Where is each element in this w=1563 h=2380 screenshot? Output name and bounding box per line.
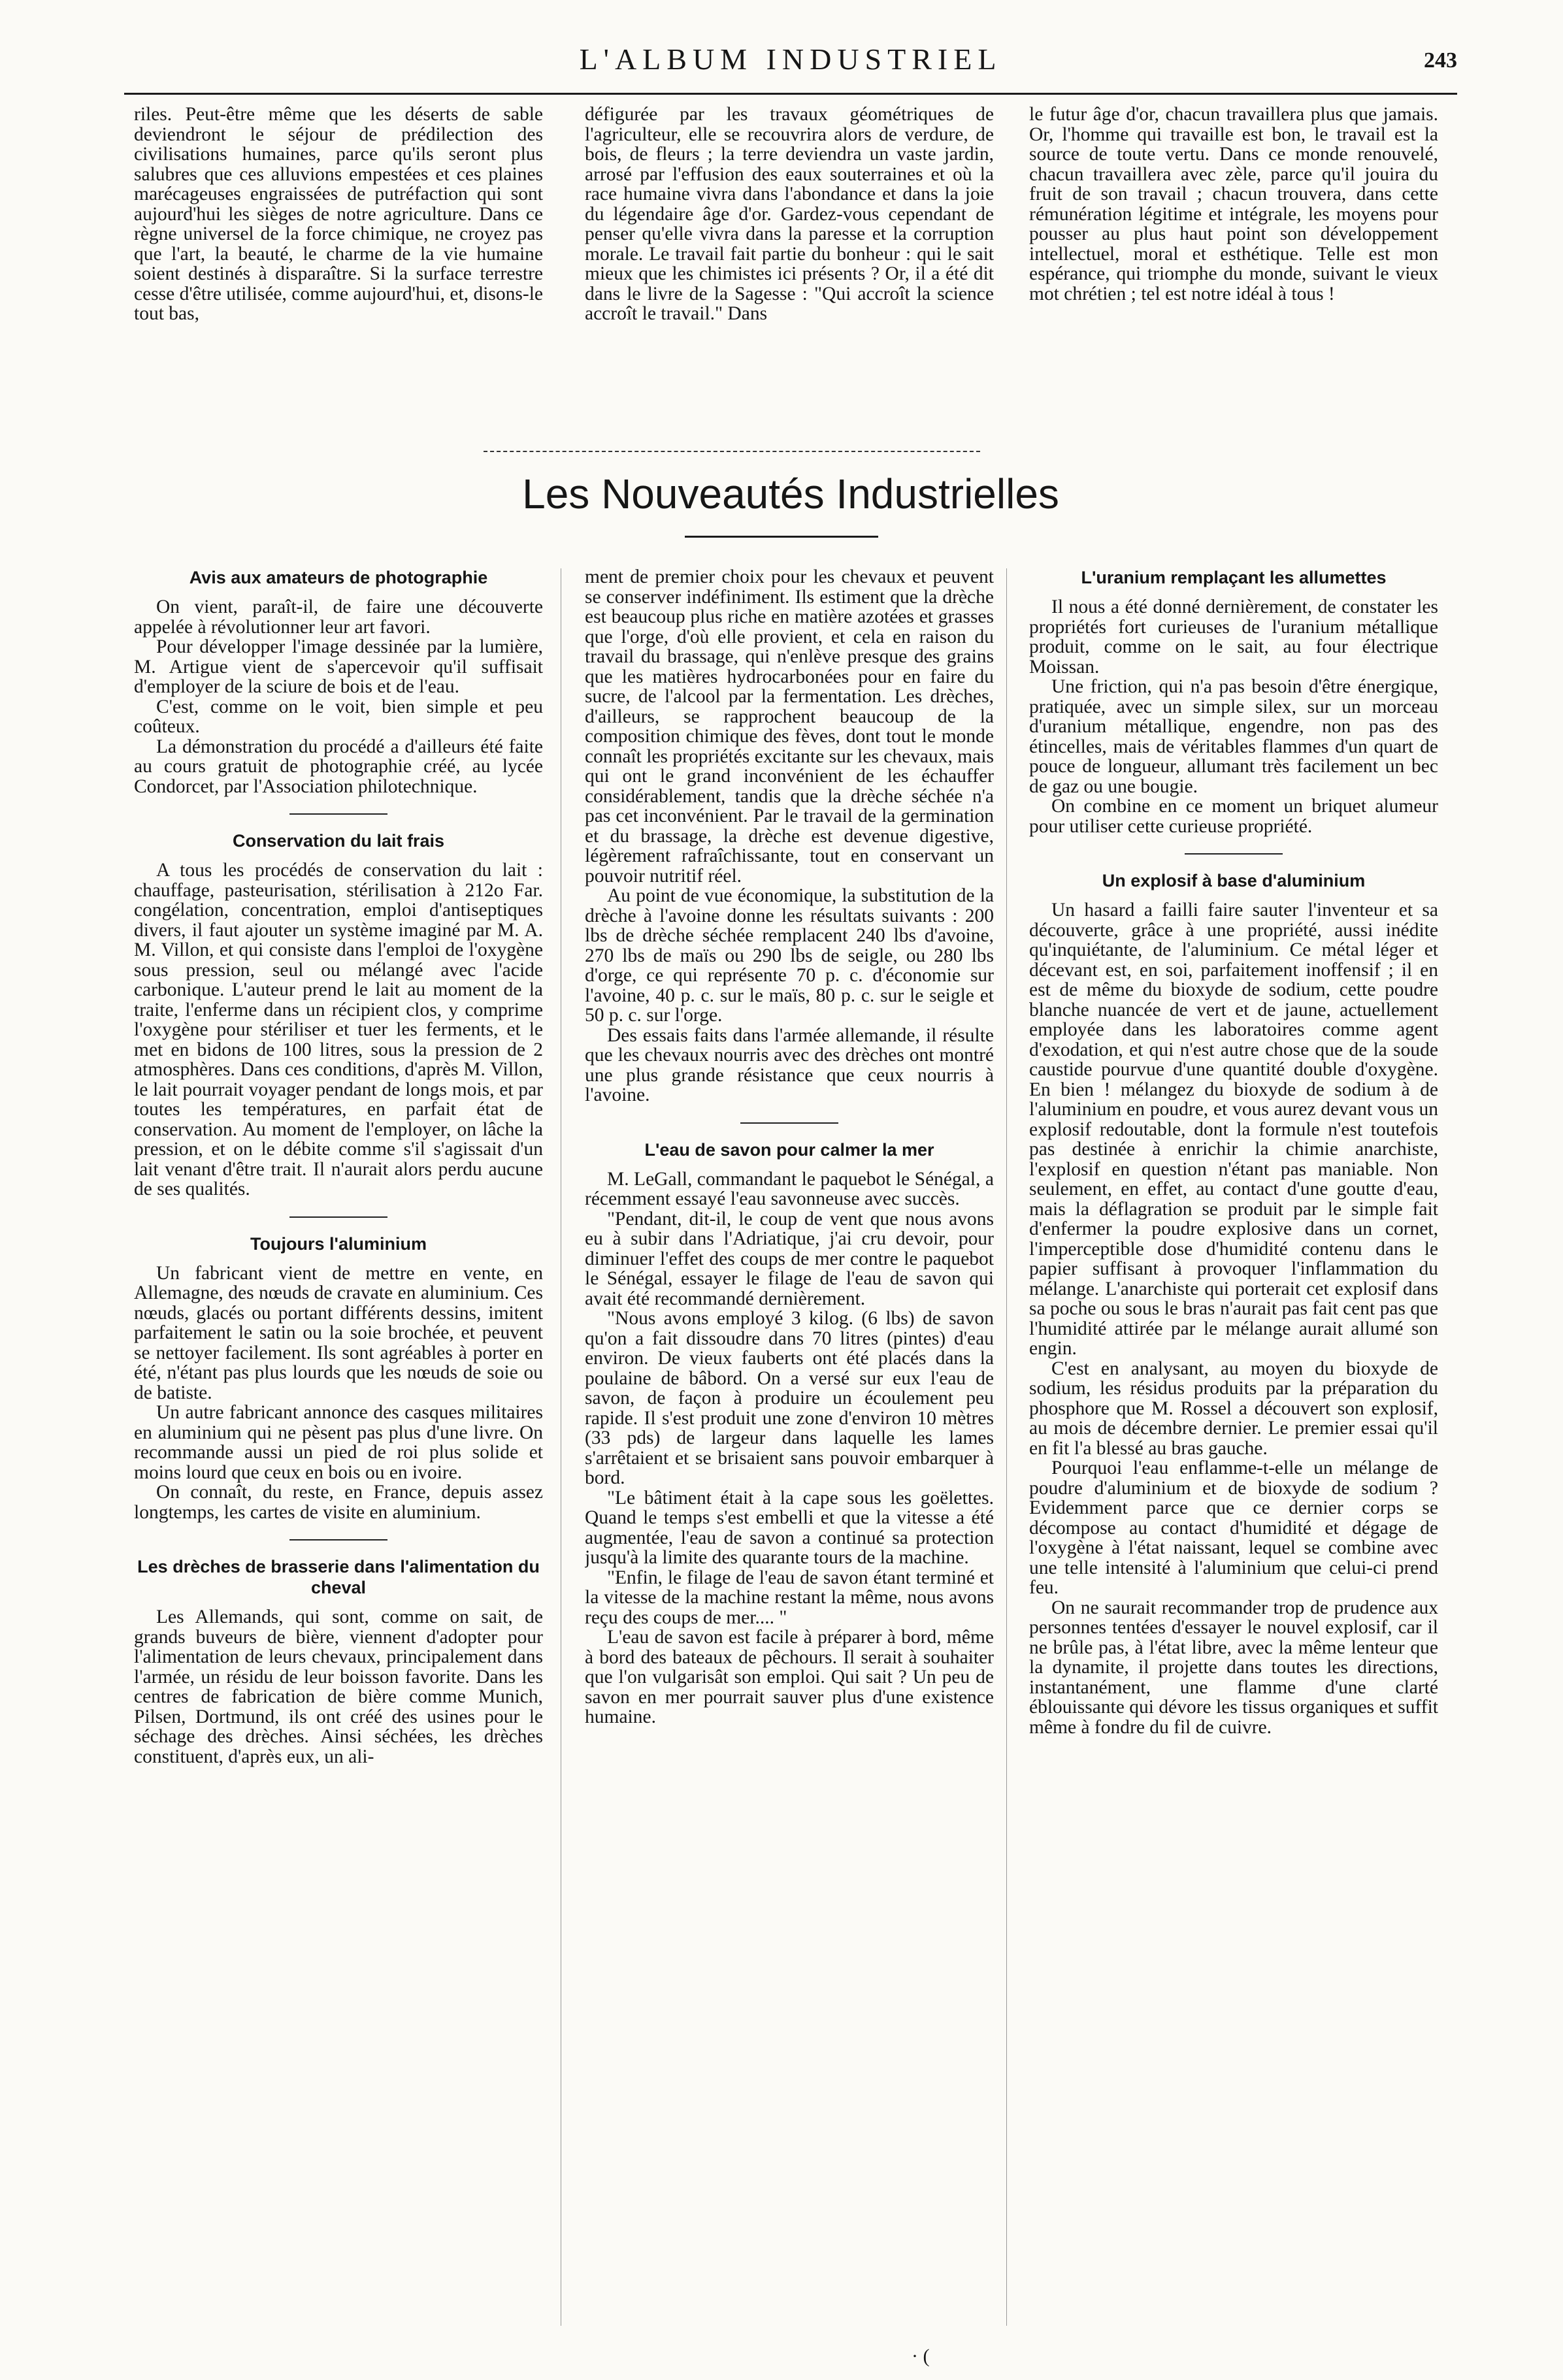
article-paragraph: ment de premier choix pour les chevaux et peuvent se conserver indéfiniment. Ils estiment que la drèche est beaucoup plus riche en matière azotées et grasses que l'orge, d'où elle provient, et cela en raison du travail du brassage, qui n'enlève presque des grains que les matières hydrocarbonées pour en faire du sucre, de l'alcool par la fermentation. Les drèches, d'ailleurs, se rapprochent beaucoup de la composition chimique des fèves, dont tout le monde connaît les propriétés excitante sur les chevaux, mais qui ont le grand inconvénient de les échauffer considérablement, tandis que la drèche séchée n'a pas cet inconvénient. Par le travail de la germination et du brassage, la drèche est devenue digestive, légèrement rafraîchissante, tout en conservant un pouvoir nutritif réel. xyxy=(585,567,994,887)
section-title: Les Nouveautés Industrielles xyxy=(522,470,1059,517)
main-column-2 xyxy=(585,567,994,2331)
article-title-savon: L'eau de savon pour calmer la mer xyxy=(644,1139,934,1160)
article-paragraph: "Enfin, le filage de l'eau de savon étant terminé et la vitesse de la machine restant la même, nous avons reçu des coups de mer.... " xyxy=(585,1567,994,1628)
page-number: 243 xyxy=(1424,48,1457,73)
article-paragraph: "Le bâtiment était à la cape sous les goëlettes. Quand le temps s'est embelli et que la vitesse a été augmentée, l'eau de savon a continué sa protection jusqu'à la limite des quarante tours de la machine. xyxy=(585,1487,994,1568)
article-paragraph: A tous les procédés de conservation du lait : chauffage, pasteurisation, stérilisation à 212o Far. congélation, concentration, emploi d'antiseptiques divers, il faut ajouter un système imaginé par M. A. M. Villon, et qui consiste dans l'emploi de l'oxygène sous pression, seul ou mélangé avec l'acide carbonique. L'auteur prend le lait au moment de la traite, l'enferme dans un récipient clos, y comprime l'oxygène pour stériliser et tuer les ferments, et le met en bidons de 100 litres, sous la pression de 2 atmosphères. Dans ces conditions, d'après M. Villon, le lait pourrait voyager pendant de longs mois, et par toutes les températures, en parfait état de conservation. Au moment de l'employer, on lâche la pression, et on le débite comme s'il s'agissait d'un lait venant d'être trait. Il n'aurait alors perdu aucune de ses qualités. xyxy=(134,860,543,1199)
running-head xyxy=(124,41,1457,86)
article-paragraph: On combine en ce moment un briquet alumeur pour utiliser cette curieuse propriété. xyxy=(1029,796,1438,837)
article-paragraph: "Pendant, dit-il, le coup de vent que nous avons eu à subir dans l'Adriatique, j'ai cru devoir, pour diminuer l'effet des coups de mer contre le paquebot le Sénégal, essayer le filage de l'eau de savon qui avait été recommandé dernièrement. xyxy=(585,1208,994,1309)
article-paragraph: Pour développer l'image dessinée par la lumière, M. Artigue vient de s'apercevoir qu'il suffisait d'employer de la sciure de bois et de l'eau. xyxy=(134,636,543,697)
article-paragraph: Au point de vue économique, la substitution de la drèche à l'avoine donne les résultats suivants : 200 lbs de drèche séchée remplacent 240 lbs d'avoine, 270 lbs de maïs ou 290 lbs de seigle, ou 280 lbs d'orge, ce qui représente 70 p. c. d'économie sur l'avoine, 40 p. c. sur le maïs, 80 p. c. sur le seigle et 50 p. c. sur l'orge. xyxy=(585,885,994,1026)
article-paragraph: C'est en analysant, au moyen du bioxyde de sodium, les résidus produits par la préparation du phosphore que M. Rossel a découvert son explosif, au mois de décembre dernier. Le premier essai qu'il en fit l'a blessé au bras gauche. xyxy=(1029,1358,1438,1459)
article-paragraph: Un hasard a failli faire sauter l'inventeur et sa découverte, grâce à une propriété, aussi inédite qu'inquiétante, de l'aluminium. Ce métal léger et décevant est, en soi, parfaitement inoffensif ; il en est de même du bioxyde de sodium, cette poudre blanche nuancée de vert et de jaune, actuellement employée dans les laboratoires comme agent d'exodation, et qui n'est autre chose que de la soude caustide pourvue d'une quantité double d'oxygène. En bien ! mélangez du bioxyde de sodium à de l'aluminium en poudre, et vous aurez devant vous un explosif redoutable, dont la formule n'est toutefois pas destinée à enrichir la chimie anarchiste, l'explosif en question n'étant pas maniable. Non seulement, en effet, au contact d'une goutte d'eau, mais la déflagration se produit par le simple fait d'enfermer la poudre explosive dans un cornet, l'imperceptible dose d'humidité contenu dans le papier suffisant à provoquer l'inflammation du mélange. L'anarchiste qui porterait cet explosif dans sa poche ou sous le bras n'aurait pas fait cent pas que l'humidité attirée par le mélange aurait allumé son engin. xyxy=(1029,900,1438,1359)
article-paragraph: L'eau de savon est facile à préparer à bord, même à bord des bateaux de pêchours. Il serait à souhaiter que l'on vulgarisât son emploi. Qui sait ? Un peu de savon en mer pourrait sauver plus d'une existence humaine. xyxy=(585,1627,994,1727)
article-title-aluminium: Toujours l'aluminium xyxy=(250,1233,427,1254)
article-paragraph: Une friction, qui n'a pas besoin d'être énergique, pratiquée, avec un simple silex, sur un morceau d'uranium métallique, engendre, non pas des étincelles, mais de véritables flammes d'un quart de pouce de longueur, allumant très facilement un bec de gaz ou une bougie. xyxy=(1029,676,1438,797)
title-rule xyxy=(685,536,878,538)
article-separator xyxy=(289,1216,387,1218)
header-rule xyxy=(124,93,1457,95)
article-paragraph: La démonstration du procédé a d'ailleurs été faite au cours gratuit de photographie créé, au lycée Condorcet, par l'Association philotechnique. xyxy=(134,736,543,797)
main-column-1 xyxy=(134,567,543,2331)
article-separator xyxy=(740,1122,838,1124)
top-column-1 xyxy=(134,105,543,461)
article-paragraph: M. LeGall, commandant le paquebot le Sénégal, a récemment essayé l'eau savonneuse avec succès. xyxy=(585,1168,994,1209)
article-title-photo: Avis aux amateurs de photographie xyxy=(189,568,488,587)
article-paragraph: Un fabricant vient de mettre en vente, en Allemagne, des nœuds de cravate en aluminium. Ces nœuds, glacés ou portant différents dessins, imitent parfaitement le satin ou la soie brochée, et peuvent se nettoyer facilement. Ils sont agréables à porter en été, n'étant pas plus lourds que les nœuds de soie ou de batiste. xyxy=(134,1262,543,1403)
article-paragraph: Les Allemands, qui sont, comme on sait, de grands buveurs de bière, viennent d'adopter pour l'alimentation de leurs chevaux, principalement dans l'armée, un résidu de leur boisson favorite. Dans les centres de fabrication de bière comme Munich, Pilsen, Dortmund, ils ont créé des usines pour le séchage des drèches. Ainsi séchées, les drèches constituent, d'après eux, un ali- xyxy=(134,1606,543,1767)
article-paragraph: Un autre fabricant annonce des casques militaires en aluminium qui ne pèsent pas plus d'une livre. On recommande aussi un pied de roi plus solide et moins lourd que ceux en bois ou en ivoire. xyxy=(134,1402,543,1483)
article-paragraph: Des essais faits dans l'armée allemande, il résulte que les chevaux nourris avec des drèches ont montré une plus grande résistance que ceux nourris à l'avoine. xyxy=(585,1024,994,1105)
article-title-dreches: Les drèches de brasserie dans l'alimentation du cheval xyxy=(137,1557,540,1597)
top-column-text: le futur âge d'or, chacun travaillera plus que jamais. Or, l'homme qui travaille est bon, le travail est la source de toute vertu. Dans ce monde renouvelé, chacun travaillera avec zèle, parce qu'il jouira du fruit de son travail ; chacun trouvera, dans cette rémunération légitime et intégrale, les moyens pour pousser au plus haut point son développement intellectuel, moral et esthétique. Telle est mon espérance, qui triomphe du monde, suivant le vieux mot chrétien ; tel est notre idéal à tous ! xyxy=(1029,105,1438,304)
article-separator xyxy=(1185,853,1283,855)
journal-title: L'ALBUM INDUSTRIEL xyxy=(579,42,1002,76)
column-rule xyxy=(1006,568,1007,2326)
article-paragraph: "Nous avons employé 3 kilog. (6 lbs) de savon qu'on a fait dissoudre dans 70 litres (pintes) d'eau environ. De vieux fauberts ont été placés dans la poulaine de bâbord. On a versé sur eux l'eau de savon, de façon à produire un écoulement peu rapide. Il s'est produit une zone d'environ 10 mètres (33 pds) de largeur dans laquelle les lames s'arrêtaient et se brisaient sans pouvoir embarquer à bord. xyxy=(585,1308,994,1488)
top-column-text: défigurée par les travaux géométriques de l'agriculteur, elle se recouvrira alors de verdure, de bois, de fleurs ; la terre deviendra un vaste jardin, arrosé par l'effusion des eaux souterraines et où la race humaine vivra dans l'abondance et dans la joie du légendaire âge d'or. Gardez-vous cependant de penser qu'elle vivra dans la paresse et la corruption morale. Le travail fait partie du bonheur : qui le sait mieux que les chimistes ici présents ? Or, il a été dit dans le livre de la Sagesse : "Qui accroît la science accroît le travail." Dans xyxy=(585,105,994,324)
article-paragraph: On vient, paraît-il, de faire une découverte appelée à révolutionner leur art favori. xyxy=(134,596,543,638)
article-paragraph: Pourquoi l'eau enflamme-t-elle un mélange de poudre d'aluminium et de bioxyde de sodium ? Evidemment parce que ce dernier corps se décompose au contact d'humidité et dégage de l'oxygène à l'état naissant, lequel se combine avec une telle intensité à l'aluminium que celui-ci prend feu. xyxy=(1029,1458,1438,1598)
article-title-lait: Conservation du lait frais xyxy=(232,831,445,851)
article-paragraph: C'est, comme on le voit, bien simple et peu coûteux. xyxy=(134,696,543,737)
article-title-uranium: L'uranium remplaçant les allumettes xyxy=(1081,568,1387,587)
top-column-text: riles. Peut-être même que les déserts de sable deviendront le séjour de prédilection des civilisations humaines, parce qu'ils seront plus salubres que ces alluvions empestées et ces plaines marécageuses engraissées de putréfaction qui sont aujourd'hui les sièges de notre agriculture. Dans ce règne universel de la force chimique, ne croyez pas que l'art, la beauté, le charme de la vie humaine soient destinés à disparaître. Si la surface terrestre cesse d'être utilisée, comme aujourd'hui, et, disons-le tout bas, xyxy=(134,105,543,324)
print-mark: · ( xyxy=(912,2345,930,2367)
article-paragraph: Il nous a été donné dernièrement, de constater les propriétés fort curieuses de l'uranium métallique produit, comme on le sait, au four électrique Moissan. xyxy=(1029,596,1438,677)
top-column-2 xyxy=(585,105,994,461)
article-title-explosif: Un explosif à base d'aluminium xyxy=(1102,871,1366,890)
main-column-3 xyxy=(1029,567,1438,2331)
top-column-3 xyxy=(1029,105,1438,461)
article-paragraph: On connaît, du reste, en France, depuis assez longtemps, les cartes de visite en aluminium. xyxy=(134,1482,543,1523)
article-separator xyxy=(289,813,387,815)
article-separator xyxy=(289,1539,387,1540)
section-divider xyxy=(484,451,980,452)
article-paragraph: On ne saurait recommander trop de prudence aux personnes tentées d'essayer le nouvel explosif, car il ne brûle pas, à l'état libre, avec la même lenteur que la dynamite, il projette dans toutes les directions, instantanément, une flamme d'une clarté éblouissante qui dévore les tissus organiques et suffit même à fondre du fil de cuivre. xyxy=(1029,1597,1438,1738)
